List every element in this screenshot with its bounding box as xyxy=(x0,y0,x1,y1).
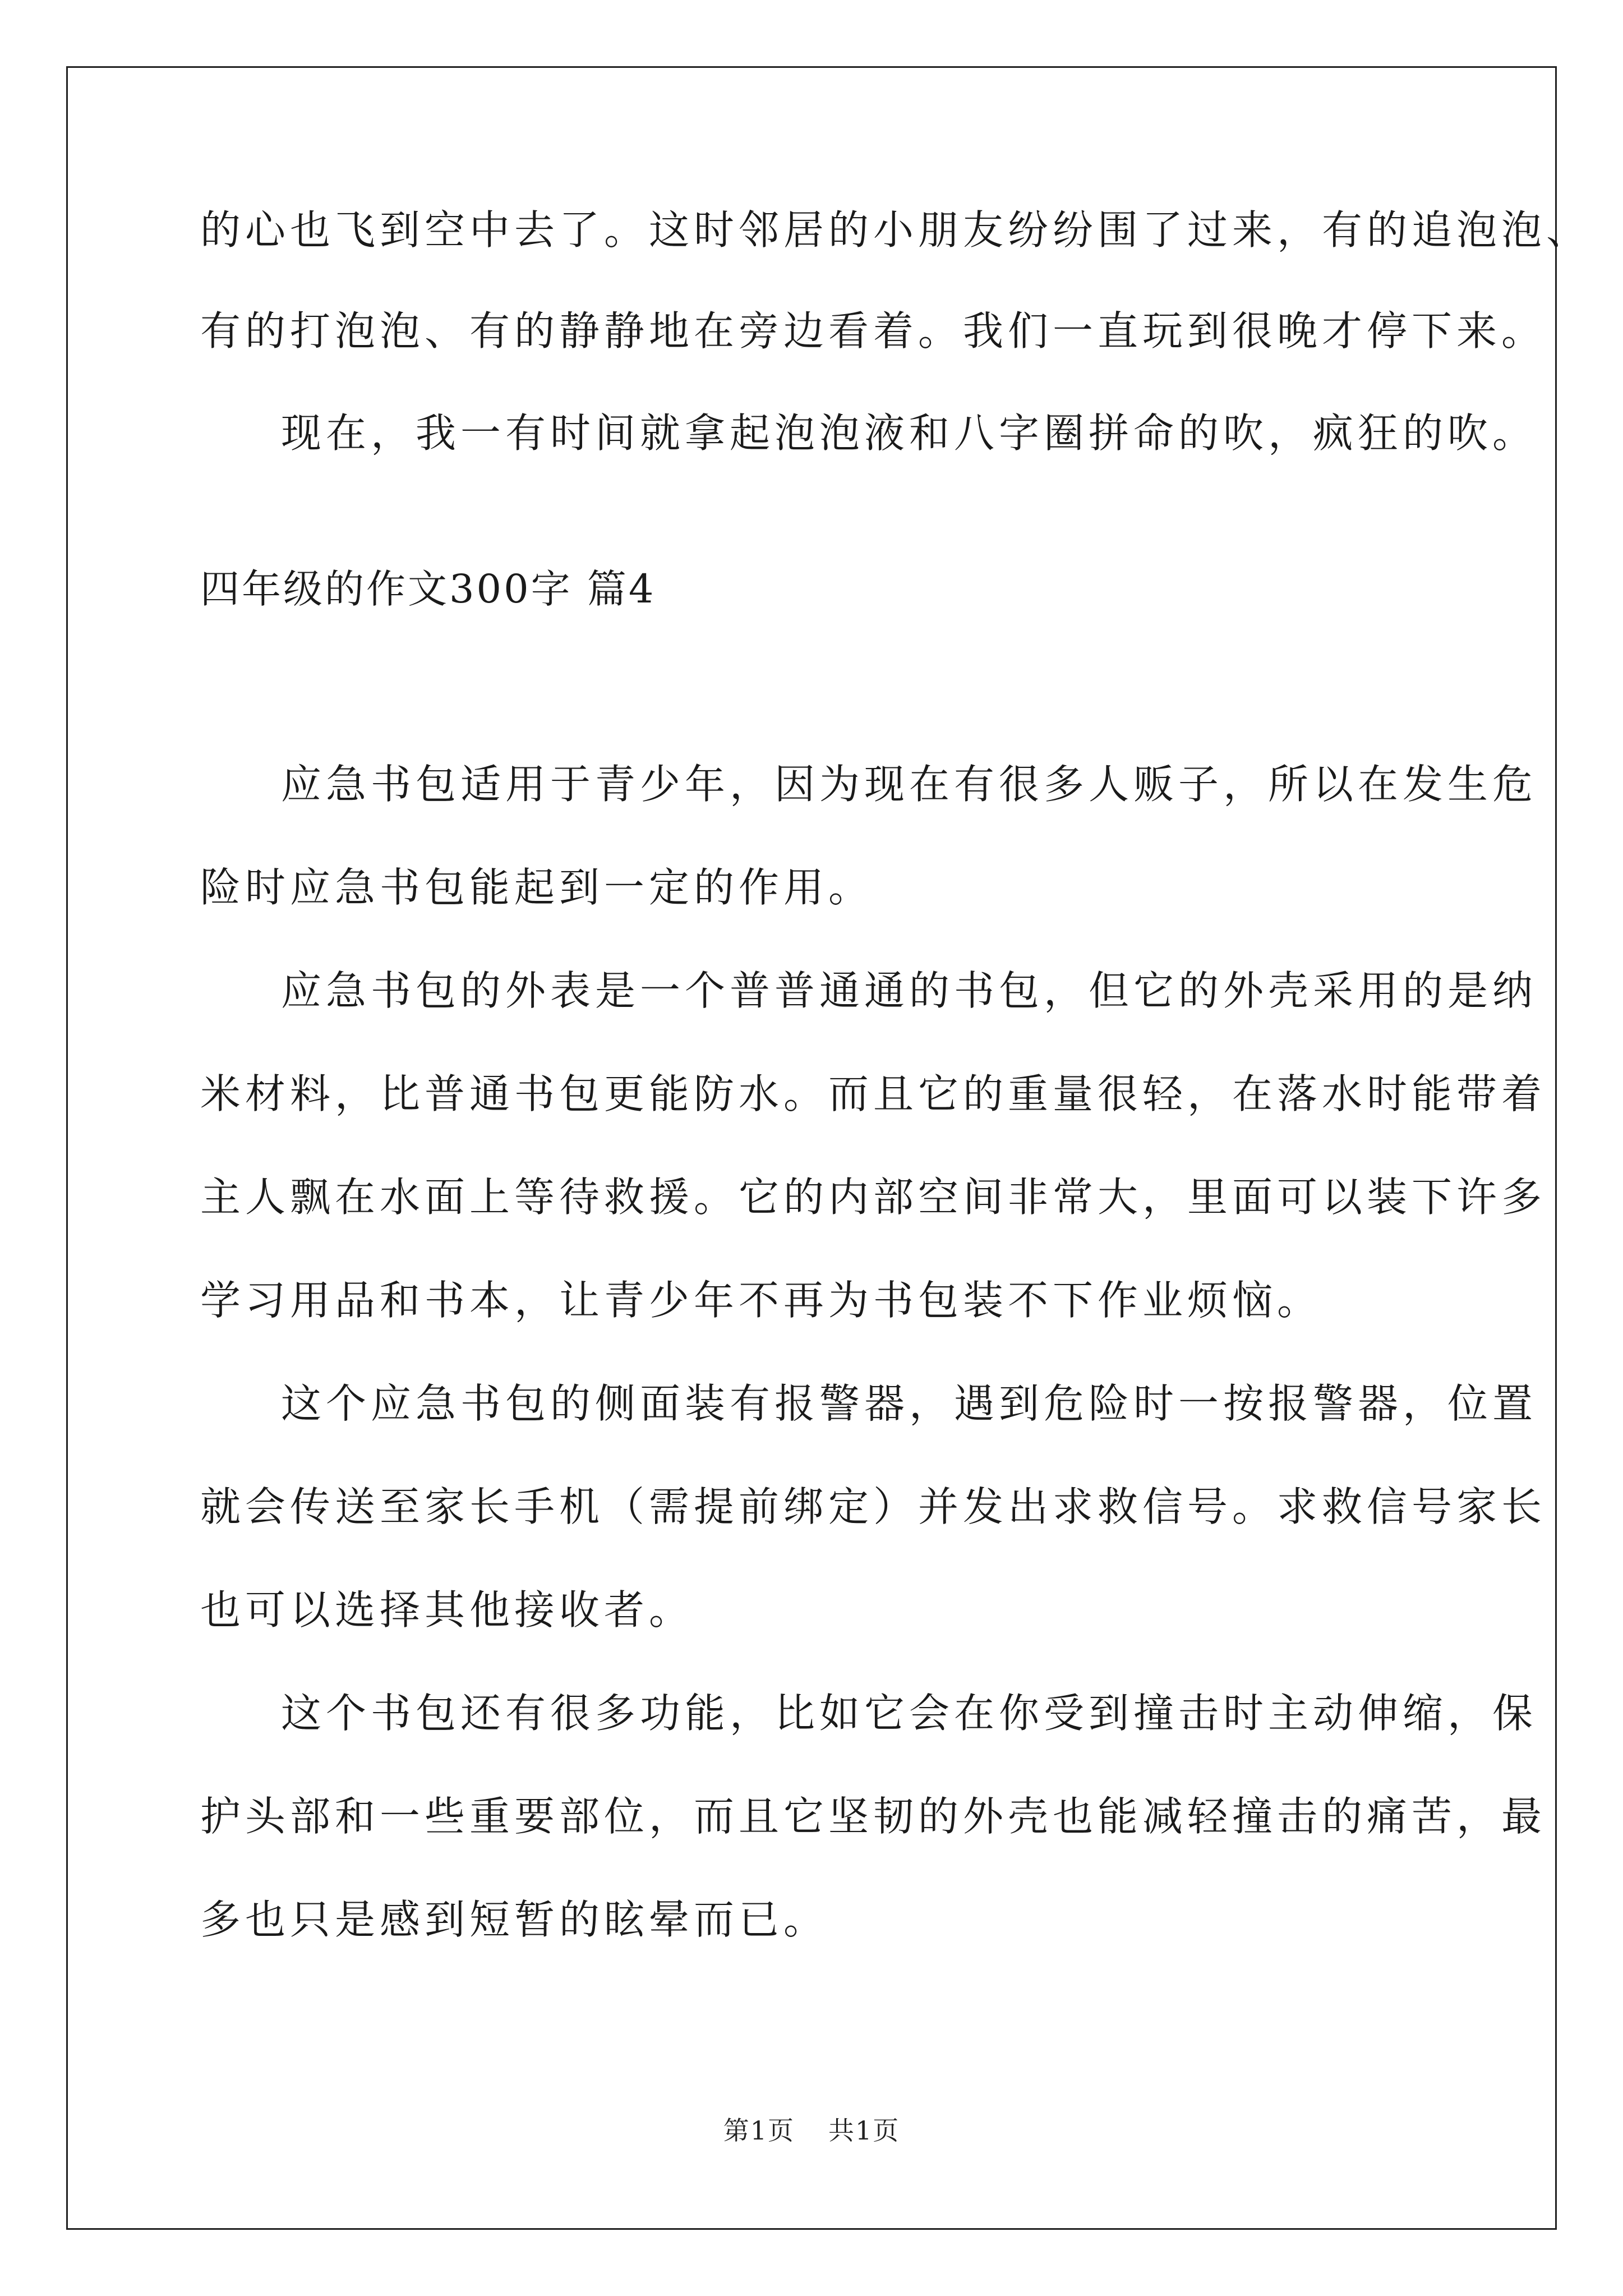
paragraph-line: 主人飘在水面上等待救援。它的内部空间非常大，里面可以装下许多 xyxy=(200,1174,1547,1221)
paragraph-line: 就会传送至家长手机（需提前绑定）并发出求救信号。求救信号家长 xyxy=(200,1483,1547,1530)
paragraph-line: 险时应急书包能起到一定的作用。 xyxy=(200,864,874,911)
paragraph-line: 这个书包还有很多功能，比如它会在你受到撞击时主动伸缩，保 xyxy=(281,1690,1538,1737)
paragraph-line: 有的打泡泡、有的静静地在旁边看着。我们一直玩到很晚才停下来。 xyxy=(200,307,1547,355)
page-number: 第1页 xyxy=(723,2115,795,2146)
paragraph-line: 应急书包适用于青少年，因为现在有很多人贩子，所以在发生危 xyxy=(281,761,1538,808)
paragraph-line: 也可以选择其他接收者。 xyxy=(200,1586,694,1634)
page-total: 共1页 xyxy=(828,2115,900,2146)
page-footer xyxy=(0,2114,1623,2147)
paragraph-line: 这个应急书包的侧面装有报警器，遇到危险时一按报警器，位置 xyxy=(281,1380,1538,1427)
paragraph-line: 护头部和一些重要部位，而且它坚韧的外壳也能减轻撞击的痛苦，最 xyxy=(200,1793,1547,1840)
paragraph-line: 的心也飞到空中去了。这时邻居的小朋友纷纷围了过来，有的追泡泡、 xyxy=(200,206,1592,254)
paragraph-line: 现在，我一有时间就拿起泡泡液和八字圈拼命的吹，疯狂的吹。 xyxy=(281,409,1538,457)
paragraph-line: 应急书包的外表是一个普普通通的书包，但它的外壳采用的是纳 xyxy=(281,967,1538,1014)
paragraph-line: 米材料，比普通书包更能防水。而且它的重量很轻，在落水时能带着 xyxy=(200,1070,1547,1117)
paragraph-line: 多也只是感到短暂的眩晕而已。 xyxy=(200,1896,829,1943)
section-heading: 四年级的作文300字 篇4 xyxy=(200,566,656,612)
paragraph-line: 学习用品和书本，让青少年不再为书包装不下作业烦恼。 xyxy=(200,1277,1322,1324)
